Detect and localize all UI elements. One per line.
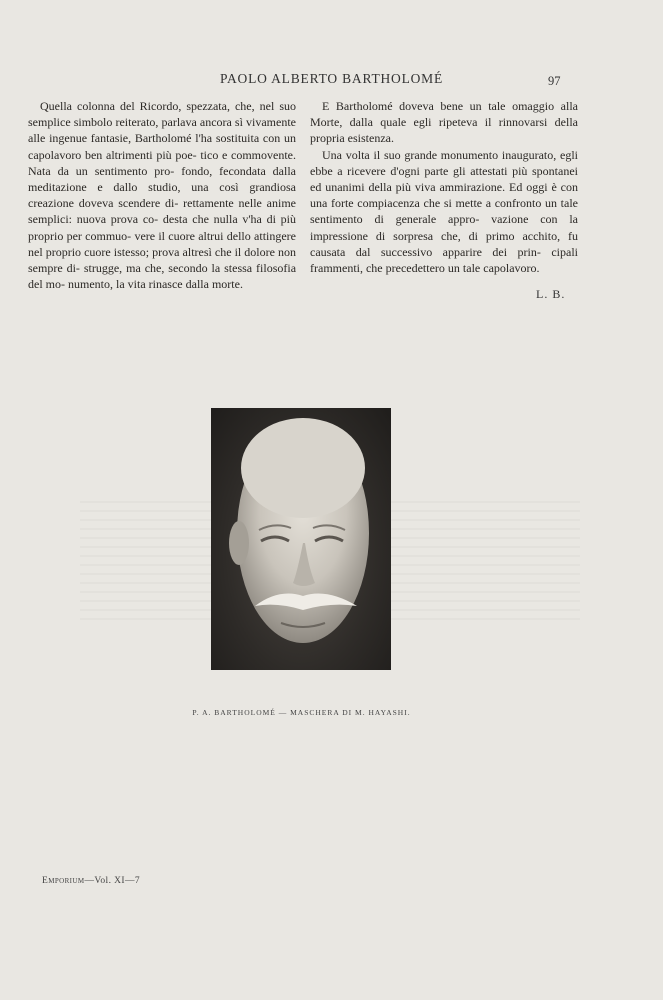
right-paragraph-1: E Bartholomé doveva bene un tale omaggio alla Morte, dalla quale egli ripeteva il rinnovarsi della propria esistenza.: [310, 99, 578, 146]
mask-photograph: [211, 408, 391, 670]
left-column: [28, 98, 296, 292]
figure-caption: P. A. BARTHOLOMÉ — MASCHERA DI M. HAYASHI.: [192, 708, 411, 717]
mask-face-illustration: [211, 408, 391, 670]
right-column: [310, 98, 578, 276]
running-title: PAOLO ALBERTO BARTHOLOMÉ: [219, 71, 444, 86]
journal-name: Emporium: [42, 876, 85, 886]
author-signature: L. B.: [536, 287, 566, 301]
right-paragraph-2: Una volta il suo grande monumento inaugurato, egli ebbe a ricevere d'ogni parte gli attestati più spontanei ed unanimi della più viva ammirazione. Ed oggi è con una forte compiacenza che si mette a confronto un tale sentimento di generale appro- vazione con la impressione di sorpresa che, di primo acchito, fu causata dal successivo apparire dei prin- cipali frammenti, che precedettero un tale capolavoro.: [310, 147, 579, 276]
page-number: 97: [548, 74, 561, 88]
journal-footer: [42, 876, 140, 886]
journal-volume: —Vol. XI—7: [84, 876, 141, 886]
left-paragraph: Quella colonna del Ricordo, spezzata, che, nel suo semplice simbolo reiterato, parlava ancora sì vivamente alle ingenue fantasie, Bartholomé l'ha sostituita con un capolavoro ben altrimenti più poe- tico e commovente. Nata da un sentimento pro- fondo, fecondata dalla meditazione e dallo studio, una così grandiosa creazione doveva scendere di- rettamente nelle anime semplici: nuova prova co- desta che nulla v'ha di più proprio per commuo- vere il cuore altrui dello attingere nel proprio cuore istesso; prova altresì che il dolore non sempre di- strugge, ma che, secondo la stessa filosofia del mo- numento, la vita rinasce dalla morte.: [28, 99, 297, 292]
